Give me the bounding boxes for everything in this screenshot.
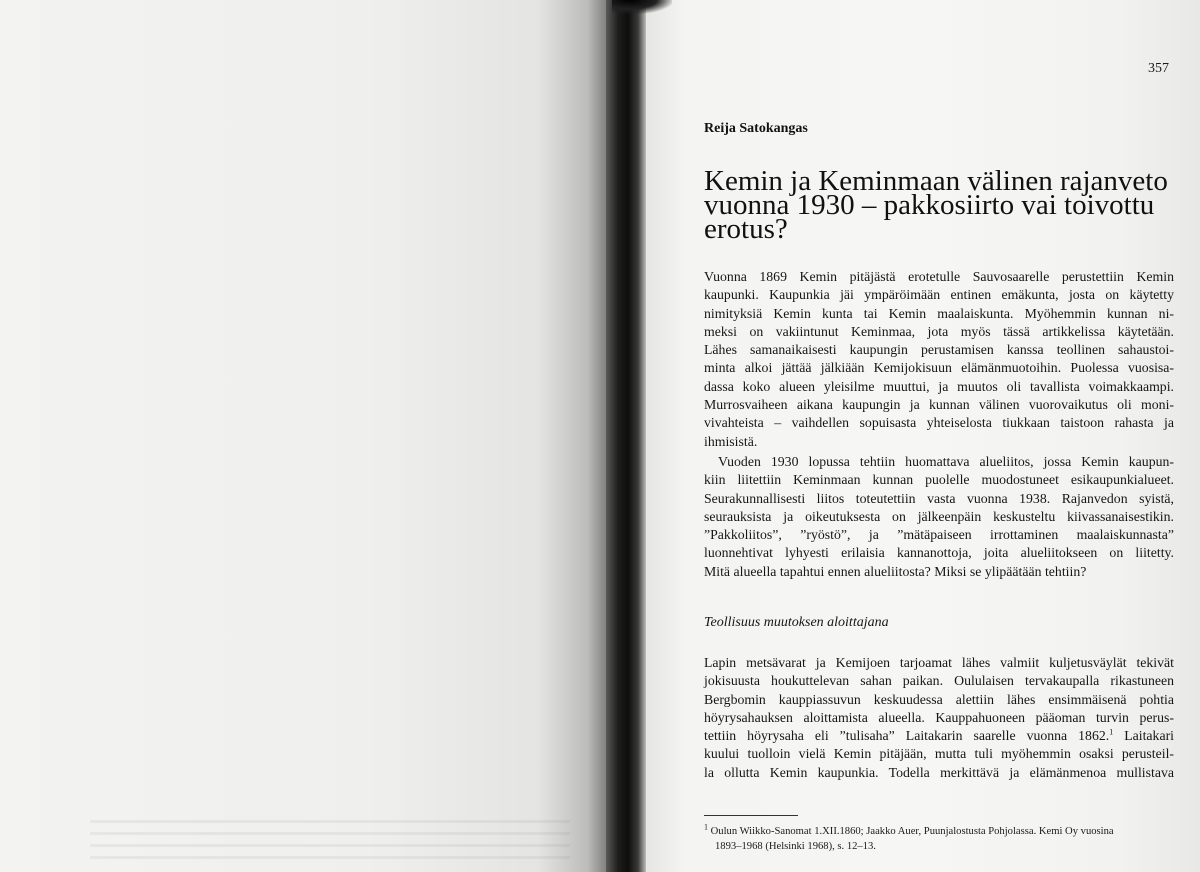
text-line: dassa koko alueen yleisilme muuttui, ja muutos oli tavallista voimakkaampi. bbox=[704, 378, 1174, 394]
footnote-text: Oulun Wiikko-Sanomat 1.XII.1860; Jaakko Auer, Puunjalostusta Pohjolassa. Kemi Oy vuosina bbox=[708, 826, 1114, 837]
footnote-line bbox=[704, 824, 1174, 839]
text-line: höyrysahauksen aloittamista alueella. Kauppahuoneen pääoman turvin perus- bbox=[704, 709, 1174, 725]
text-line: Lähes samanaikaisesti kaupungin perustamisen kanssa teollinen sahaustoi- bbox=[704, 342, 1174, 358]
text-line: Vuoden 1930 lopussa tehtiin huomattava alueliitos, jossa Kemin kaupun- bbox=[718, 454, 1174, 469]
text-line: Lapin metsävarat ja Kemijoen tarjoamat lähes valmiit kuljetusväylät tekivät bbox=[704, 655, 1174, 670]
text-line: minta alkoi jättää jälkiään Kemijokisuun elämänmuotoihin. Puolessa vuosisa- bbox=[704, 360, 1174, 376]
text-line: Bergbomin kauppiassuvun keskuudessa alettiin lähes ensimmäisenä pohtia bbox=[704, 691, 1174, 707]
text-line: la ollutta Kemin kaupunkia. Todella merkittävä ja elämänmenoa mullistava bbox=[704, 764, 1174, 780]
text-line: Vuonna 1869 Kemin pitäjästä erotetulle Sauvosaarelle perustettiin Kemin bbox=[704, 269, 1174, 284]
article-author: Reija Satokangas bbox=[704, 121, 808, 136]
text-line: ihmisistä. bbox=[704, 433, 758, 449]
title-line: erotus? bbox=[704, 213, 788, 245]
paragraph-section bbox=[704, 654, 1174, 782]
footnote-marker: 1 bbox=[704, 822, 708, 832]
footnote-ref: 1 bbox=[1109, 727, 1114, 737]
page-number: 357 bbox=[1148, 61, 1169, 76]
text-line: ”Pakkoliitos”, ”ryöstö”, ja ”mätäpaiseen irrottaminen maalaiskunnasta” bbox=[704, 527, 1174, 543]
text-line: Mitä alueella tapahtui ennen alueliitosta? Miksi se ylipäätään tehtiin? bbox=[704, 563, 1087, 579]
text-line: vivahteista – vaihdellen sopuisasta yhteiselosta tiukkaan taistoon rahasta ja bbox=[704, 415, 1174, 431]
text-segment: Laitakari bbox=[1113, 728, 1174, 744]
text-line: kiin liitettiin Keminmaan kunnan puolelle muodostuneet esikaupunkialueet. bbox=[704, 472, 1174, 488]
text-line: seurauksista ja oikeutuksesta on jälkeenpäin keskusteltu kiivassanaisestikin. bbox=[704, 508, 1174, 524]
text-line: luonnehtivat lyhyesti erilaisia kannanottoja, joita alueliitokseen on liitetty. bbox=[704, 545, 1174, 561]
article-title bbox=[704, 165, 1168, 245]
show-through-text bbox=[90, 820, 570, 860]
text-line: kaupunki. Kaupunkia jäi ympäröimään entinen emäkunta, josta on käytetty bbox=[704, 287, 1174, 303]
text-line-with-footnote bbox=[704, 727, 1174, 745]
paragraph-intro bbox=[704, 268, 1174, 451]
section-heading: Teollisuus muutoksen aloittajana bbox=[704, 615, 889, 630]
title-line: vuonna 1930 – pakkosiirto vai toivottu bbox=[704, 189, 1155, 221]
paragraph-second bbox=[704, 453, 1174, 581]
text-line: kuului tuolloin vielä Kemin pitäjään, mutta tuli myöhemmin osaksi perusteil- bbox=[704, 746, 1174, 762]
title-line: Kemin ja Keminmaan välinen rajanveto bbox=[704, 165, 1168, 197]
footnote-rule bbox=[704, 815, 798, 816]
text-segment: tettiin höyrysaha eli ”tulisaha” Laitakarin saarelle vuonna 1862. bbox=[704, 728, 1110, 744]
gutter-shadow bbox=[612, 0, 672, 14]
book-gutter bbox=[606, 0, 646, 872]
text-line: Murrosvaiheen aikana kaupungin ja kunnan välinen vuorovaikutus oli moni- bbox=[704, 397, 1174, 413]
text-line: meksi on vakiintunut Keminmaa, jota myös tässä artikkelissa käytetään. bbox=[704, 323, 1174, 339]
footnote-line: 1893–1968 (Helsinki 1968), s. 12–13. bbox=[715, 841, 876, 852]
text-line: nimityksiä Kemin kunta tai Kemin maalaiskunta. Myöhemmin kunnan ni- bbox=[704, 305, 1174, 321]
footnote bbox=[704, 824, 1174, 854]
text-line: jokisuusta houkuttelevan sahan paikan. Oululaisen tervakaupalla rikastuneen bbox=[704, 673, 1174, 689]
text-line: Seurakunnallisesti liitos toteutettiin vasta vuonna 1938. Rajanvedon syistä, bbox=[704, 490, 1174, 506]
